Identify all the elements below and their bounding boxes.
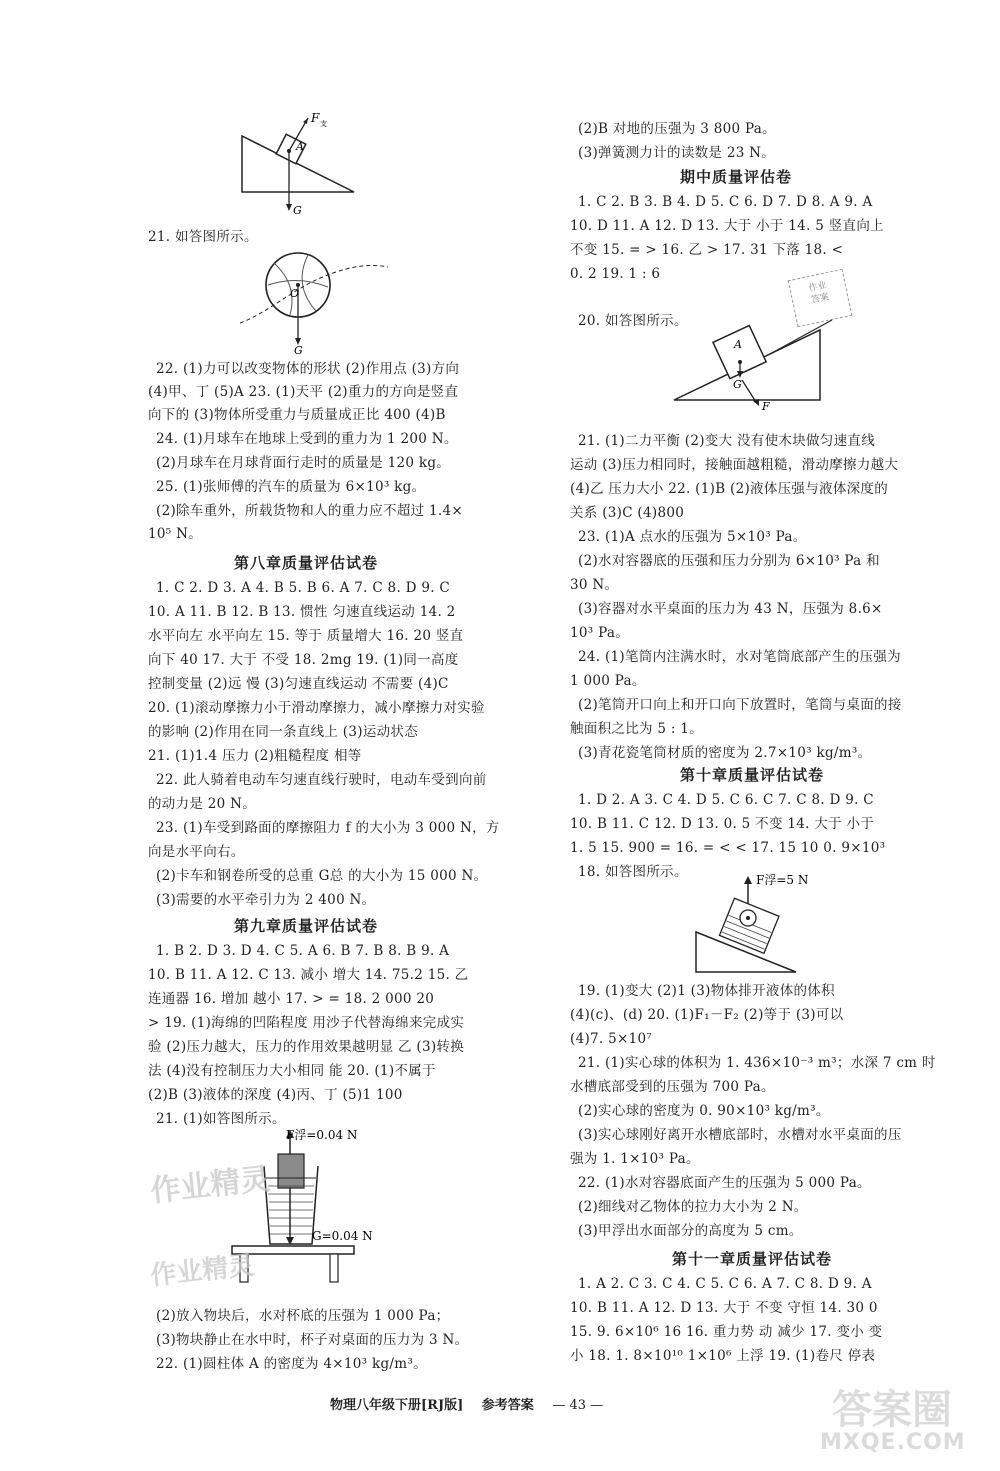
answer-line: 10³ Pa。 <box>570 625 630 641</box>
chapter11-title: 第十一章质量评估试卷 <box>672 1250 833 1268</box>
answer-line: (2)卡车和钢卷所受的总重 G总 的大小为 15 000 N。 <box>156 868 488 884</box>
watermark-4: MXQE.COM <box>820 1430 966 1455</box>
answer-line: 水平向左 水平向左 15. 等于 质量增大 16. 20 竖直 <box>148 628 464 644</box>
fig1-f-sub: 支 <box>320 120 327 128</box>
answer-line: (2)笔筒开口向上和开口向下放置时，笔筒与桌面的接 <box>578 697 902 713</box>
answer-line: 23. (1)车受到路面的摩擦阻力 f 的大小为 3 000 N，方 <box>156 820 500 836</box>
answer-line: 1 000 Pa。 <box>570 673 646 689</box>
answer-line: (3)物块静止在水中时，杯子对桌面的压力为 3 N。 <box>156 1332 469 1348</box>
answer-line: 的动力是 20 N。 <box>148 796 257 812</box>
answer-line: 小 18. 1. 8×10¹⁰ 1×10⁶ 上浮 19. (1)卷尺 停表 <box>570 1348 876 1364</box>
floating-ball-figure <box>694 868 874 980</box>
answer-line: (3)弹簧测力计的读数是 23 N。 <box>578 145 776 161</box>
answer-line: 24. (1)笔筒内注满水时，水对笔筒底部产生的压强为 <box>578 649 901 665</box>
answer-line: 1. C 2. D 3. A 4. B 5. B 6. A 7. C 8. D 9. C <box>156 580 451 596</box>
answer-line: 运动 (3)压力相同时，接触面越粗糙，滑动摩擦力越大 <box>570 457 899 473</box>
answer-line: 15. 9. 6×10⁶ 16 16. 重力势 动 减少 17. 变小 变 <box>570 1324 883 1340</box>
answer-line: 向下 40 17. 大于 不受 18. 2mg 19. (1)同一高度 <box>148 652 459 668</box>
answer-line: (3)容器对水平桌面的压力为 43 N，压强为 8.6× <box>578 601 883 617</box>
fig2-g-label: G <box>294 344 303 355</box>
answer-line: 触面积之比为 5 : 1。 <box>570 721 703 737</box>
answer-line: > 19. (1)海绵的凹陷程度 用沙子代替海绵来完成实 <box>148 1015 465 1031</box>
answer-line: 连通器 16. 增加 越小 17. > = 18. 2 000 20 <box>148 991 435 1007</box>
answer-line: 不变 15. = > 16. 乙 > 17. 31 下落 18. < <box>570 242 844 258</box>
answer-line: 10. D 11. A 12. D 13. 大于 小于 14. 5 竖直向上 <box>570 218 884 234</box>
fig3-f-label: F浮=0.04 N <box>286 1128 358 1142</box>
answer-line: 22. (1)力可以改变物体的形状 (2)作用点 (3)方向 <box>156 361 460 377</box>
answer-line: (4)(c)、(d) 20. (1)F₁－F₂ (2)等于 (3)可以 <box>570 1007 844 1023</box>
answer-line: 向下的 (3)物体所受重力与质量成正比 400 (4)B <box>148 407 446 423</box>
answer-line: 23. (1)A 点水的压强为 5×10³ Pa。 <box>578 529 807 545</box>
fig4-g-label: G <box>733 378 742 391</box>
answer-line: 验 (2)压力越大，压力的作用效果越明显 乙 (3)转换 <box>148 1039 465 1055</box>
answer-line: 1. B 2. D 3. D 4. C 5. A 6. B 7. B 8. B 9. A <box>156 943 450 959</box>
answer-line: 19. (1)变大 (2)1 (3)物体排开液体的体积 <box>578 983 835 999</box>
answer-line: (2)B (3)液体的深度 (4)丙、丁 (5)1 100 <box>148 1087 403 1103</box>
answer-line: 18. 如答图所示。 <box>578 864 688 880</box>
watermark-1: 作业精灵 <box>148 1161 272 1210</box>
answer-line: 1. A 2. C 3. C 4. C 5. C 6. A 7. C 8. D 9. A <box>578 1276 872 1292</box>
answer-line: 1. C 2. B 3. B 4. D 5. C 6. D 7. D 8. A 9. A <box>578 194 873 210</box>
answer-line: 21. (1)1.4 压力 (2)粗糙程度 相等 <box>148 748 362 764</box>
answer-line: 10. A 11. B 12. B 13. 惯性 匀速直线运动 14. 2 <box>148 604 456 620</box>
answer-line: 22. 此人骑着电动车匀速直线行驶时，电动车受到向前 <box>156 772 487 788</box>
answer-line: 向是水平向右。 <box>148 844 245 860</box>
answer-line: 法 (4)没有控制压力大小相同 能 20. (1)不属于 <box>148 1063 436 1079</box>
midterm-title: 期中质量评估卷 <box>680 168 793 186</box>
answer-line: 21. (1)如答图所示。 <box>156 1111 286 1127</box>
fig2-o-label: O <box>290 287 300 300</box>
answer-line: (4)乙 压力大小 22. (1)B (2)液体压强与液体深度的 <box>570 481 889 497</box>
answer-line: 0. 2 19. 1 : 6 <box>570 266 661 282</box>
answer-line: 10. B 11. C 12. D 13. 0. 5 不变 14. 大于 小于 <box>570 816 875 832</box>
chapter8-title: 第八章质量评估试卷 <box>234 554 379 572</box>
answer-line: 22. (1)水对容器底面产生的压强为 5 000 Pa。 <box>578 1175 871 1191</box>
answer-line: (2)放入物块后，水对杯底的压强为 1 000 Pa； <box>156 1308 450 1324</box>
answer-line: 10. B 11. A 12. C 13. 减小 增大 14. 75.2 15. 乙 <box>148 967 469 983</box>
chapter10-title: 第十章质量评估试卷 <box>680 766 825 784</box>
page-footer <box>330 1394 603 1413</box>
answer-line: (2)除车重外，所载货物和人的重力应不超过 1.4× <box>156 503 463 519</box>
watermark-2: 作业精灵 <box>148 1250 256 1292</box>
answer-line: 强为 1. 1×10³ Pa。 <box>570 1151 700 1167</box>
incline-block-figure <box>670 298 840 423</box>
answer-21-left: 21. 如答图所示。 <box>148 229 258 245</box>
fig4-f-label: F <box>762 400 770 413</box>
answer-line: 控制变量 (2)远 慢 (3)匀速直线运动 不需要 (4)C <box>148 676 449 692</box>
fig1-g-label: G <box>293 204 302 217</box>
fig1-a-label: A <box>296 140 304 153</box>
footer-page-number: — 43 — <box>552 1398 604 1413</box>
chapter9-title: 第九章质量评估试卷 <box>234 917 379 935</box>
answer-line: 21. (1)二力平衡 (2)变大 没有使木块做匀速直线 <box>578 433 875 449</box>
answer-line: 21. (1)实心球的体积为 1. 436×10⁻³ m³；水深 7 cm 时 <box>578 1055 936 1071</box>
footer-section: 参考答案 <box>481 1398 534 1413</box>
answer-line: (4)7. 5×10⁷ <box>570 1031 653 1047</box>
watermark-3: 答案圈 <box>832 1387 952 1433</box>
fig1-f-label: F <box>311 112 320 125</box>
answer-line: 10⁵ N。 <box>148 526 202 542</box>
answer-line: 25. (1)张师傅的汽车的质量为 6×10³ kg。 <box>156 479 426 495</box>
incline-force-figure <box>236 112 356 222</box>
answer-line: 10. B 11. A 12. D 13. 大于 不变 守恒 14. 30 0 <box>570 1300 878 1316</box>
answer-line: (4)甲、丁 (5)A 23. (1)天平 (2)重力的方向是竖直 <box>148 384 459 400</box>
answer-line: 1. D 2. A 3. C 4. D 5. C 6. C 7. C 8. D 9. C <box>578 792 874 808</box>
answer-line: 24. (1)月球车在地球上受到的重力为 1 200 N。 <box>156 431 458 447</box>
answer-line: (2)实心球的密度为 0. 90×10³ kg/m³。 <box>578 1103 830 1119</box>
answer-line: 20. 如答图所示。 <box>578 313 688 329</box>
answer-line: 22. (1)圆柱体 A 的密度为 4×10³ kg/m³。 <box>156 1356 427 1372</box>
answer-line: (3)需要的水平牵引力为 2 400 N。 <box>156 892 376 908</box>
answer-line: 30 N。 <box>570 577 619 593</box>
answer-line: (2)B 对地的压强为 3 800 Pa。 <box>578 121 776 137</box>
answer-line: (2)月球车在月球背面行走时的质量是 120 kg。 <box>156 455 451 471</box>
fig4-a-label: A <box>734 338 742 351</box>
answer-line: (3)甲浮出水面部分的高度为 5 cm。 <box>578 1223 803 1239</box>
answer-line: (3)青花瓷笔筒材质的密度为 2.7×10³ kg/m³。 <box>578 745 872 761</box>
answer-line: (3)实心球刚好离开水槽底部时，水槽对水平桌面的压 <box>578 1127 902 1143</box>
answer-line: (2)水对容器底的压强和压力分别为 6×10³ Pa 和 <box>578 553 880 569</box>
fig5-f-label: F浮=5 N <box>756 873 809 887</box>
footer-book: 物理八年级下册[RJ版] <box>330 1398 464 1413</box>
answer-line: 1. 5 15. 900 = 16. = < < 17. 15 10 0. 9×10³ <box>570 840 886 856</box>
answer-line: (2)细线对乙物体的拉力大小为 2 N。 <box>578 1199 808 1215</box>
answer-line: 20. (1)滚动摩擦力小于滑动摩擦力，减小摩擦力对实验 <box>148 700 485 716</box>
answer-line: 的影响 (2)作用在同一条直线上 (3)运动状态 <box>148 724 419 740</box>
fig3-g-label: G=0.04 N <box>312 1229 373 1243</box>
answer-line: 水槽底部受到的压强为 700 Pa。 <box>570 1079 775 1095</box>
answer-line: 关系 (3)C (4)800 <box>570 505 685 521</box>
stamp: 作业 答案 <box>788 269 853 328</box>
ball-trajectory-figure <box>238 245 398 355</box>
